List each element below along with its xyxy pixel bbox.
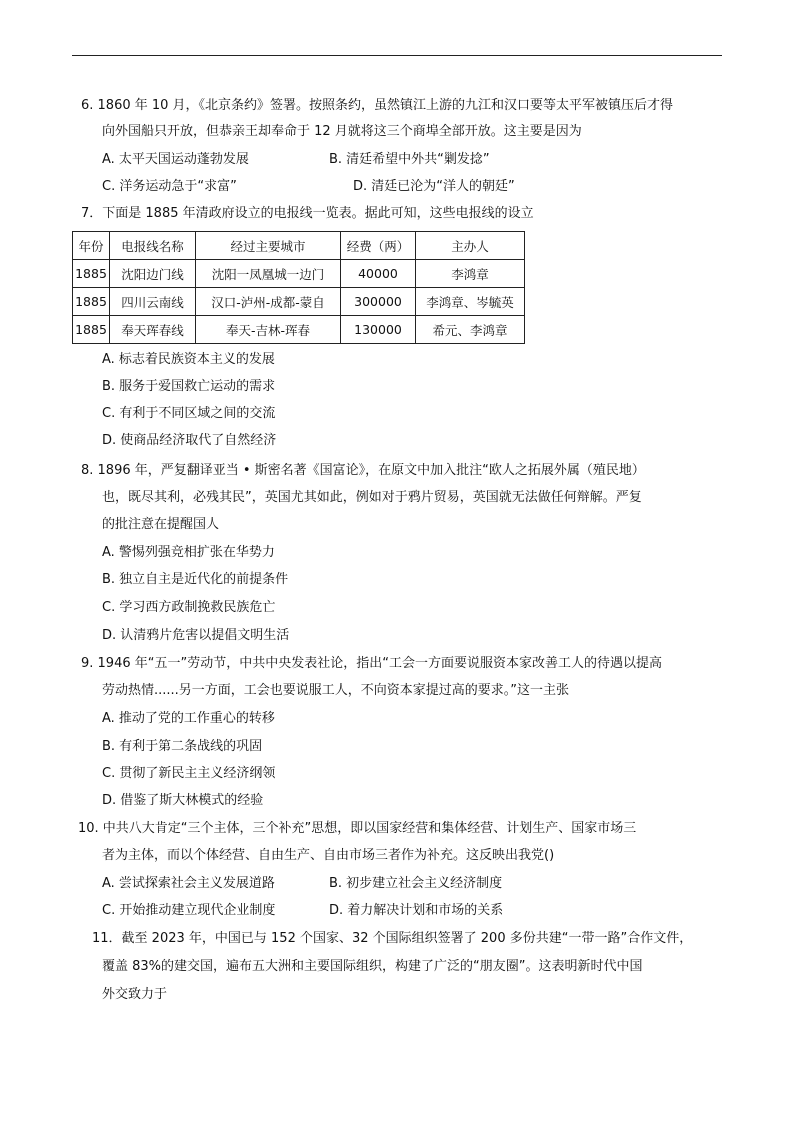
q8-stem-line2: 也，既尽其利，必残其民”，英国尤其如此，例如对于鸦片贸易，英国就无法做任何辩解。严复 <box>102 490 642 505</box>
q7-option-d: D. 使商品经济取代了自然经济 <box>102 433 277 448</box>
q8-stem-line1: 8. 1896 年，严复翻译亚当 • 斯密名著《国富论》，在原文中加入批注“欧人之拓展外属（殖民地） <box>81 463 645 478</box>
table-row <box>73 260 525 288</box>
q7-stem: 7．下面是 1885 年清政府设立的电报线一览表。据此可知，这些电报线的设立 <box>81 206 534 221</box>
table-cell: 沈阳一凤凰城一边门 <box>196 260 341 288</box>
q10-option-d: D. 着力解决计划和市场的关系 <box>329 903 504 918</box>
q8-option-a: A. 警惕列强竞相扩张在华势力 <box>102 545 275 560</box>
table-cell: 希元、李鸿章 <box>416 316 525 344</box>
table-cell: 奉天珲春线 <box>110 316 196 344</box>
q7-option-b: B. 服务于爱国救亡运动的需求 <box>102 379 276 394</box>
q10-stem-line2: 者为主体，而以个体经营、自由生产、自由市场三者作为补充。这反映出我党() <box>102 848 555 863</box>
table-cell: 沈阳边门线 <box>110 260 196 288</box>
q10-option-a: A. 尝试探索社会主义发展道路 <box>102 876 275 891</box>
q11-stem-line1: 11．截至 2023 年，中国已与 152 个国家、32 个国际组织签署了 200 多份共建“一带一路”合作文件， <box>92 931 693 946</box>
table-header-cell: 主办人 <box>416 232 525 260</box>
table-cell: 李鸿章 <box>416 260 525 288</box>
table-cell: 汉口-泸州-成都-蒙自 <box>196 288 341 316</box>
table-cell: 130000 <box>341 316 416 344</box>
table-header-cell: 经过主要城市 <box>196 232 341 260</box>
table-cell: 40000 <box>341 260 416 288</box>
q6-option-c: C. 洋务运动急于“求富” <box>102 179 237 194</box>
q6-option-a: A. 太平天国运动蓬勃发展 <box>102 152 249 167</box>
telegraph-table <box>72 231 525 344</box>
q9-option-d: D. 借鉴了斯大林模式的经验 <box>102 793 264 808</box>
q6-option-d: D. 清廷已沦为“洋人的朝廷” <box>353 179 515 194</box>
table-cell: 四川云南线 <box>110 288 196 316</box>
q9-option-a: A. 推动了党的工作重心的转移 <box>102 711 275 726</box>
q9-option-c: C. 贯彻了新民主主义经济纲领 <box>102 766 276 781</box>
table-cell: 李鸿章、岑毓英 <box>416 288 525 316</box>
q9-stem-line2: 劳动热情......另一方面，工会也要说服工人，不向资本家提过高的要求。”这一主张 <box>102 683 570 698</box>
table-cell: 1885 <box>73 288 110 316</box>
table-cell: 300000 <box>341 288 416 316</box>
q10-option-b: B. 初步建立社会主义经济制度 <box>329 876 503 891</box>
q6-option-b: B. 清廷希望中外共“剿发捻” <box>329 152 490 167</box>
table-cell: 奉天-吉林-珲春 <box>196 316 341 344</box>
q8-option-d: D. 认清鸦片危害以提倡文明生活 <box>102 628 290 643</box>
table-row <box>73 288 525 316</box>
table-cell: 1885 <box>73 260 110 288</box>
q7-option-a: A. 标志着民族资本主义的发展 <box>102 352 275 367</box>
q9-stem-line1: 9. 1946 年“五一”劳动节，中共中央发表社论，指出“工会一方面要说服资本家改善工人的待遇以提高 <box>81 656 662 671</box>
q10-stem-line1: 10. 中共八大肯定“三个主体，三个补充”思想，即以国家经营和集体经营、计划生产、国家市场三 <box>78 821 637 836</box>
q11-stem-line3: 外交致力于 <box>102 987 168 1002</box>
q8-option-b: B. 独立自主是近代化的前提条件 <box>102 572 289 587</box>
table-header-cell: 年份 <box>73 232 110 260</box>
table-row <box>73 316 525 344</box>
q9-option-b: B. 有利于第二条战线的巩固 <box>102 739 263 754</box>
table-header-cell: 电报线名称 <box>110 232 196 260</box>
q8-stem-line3: 的批注意在提醒国人 <box>102 517 220 532</box>
table-cell: 1885 <box>73 316 110 344</box>
q7-option-c: C. 有利于不同区域之间的交流 <box>102 406 276 421</box>
q6-stem-line1: 6. 1860 年 10 月，《北京条约》签署。按照条约，虽然镇江上游的九江和汉口要等太平军被镇压后才得 <box>81 98 674 113</box>
table-header-row <box>73 232 525 260</box>
q8-option-c: C. 学习西方政制挽救民族危亡 <box>102 600 276 615</box>
table-header-cell: 经费（两） <box>341 232 416 260</box>
q10-option-c: C. 开始推动建立现代企业制度 <box>102 903 276 918</box>
q6-stem-line2: 向外国船只开放，但恭亲王却奉命于 12 月就将这三个商埠全部开放。这主要是因为 <box>102 124 582 139</box>
q11-stem-line2: 覆盖 83%的建交国，遍布五大洲和主要国际组织，构建了广泛的“朋友圈”。这表明新时代中国 <box>102 959 643 974</box>
header-rule <box>72 55 722 56</box>
